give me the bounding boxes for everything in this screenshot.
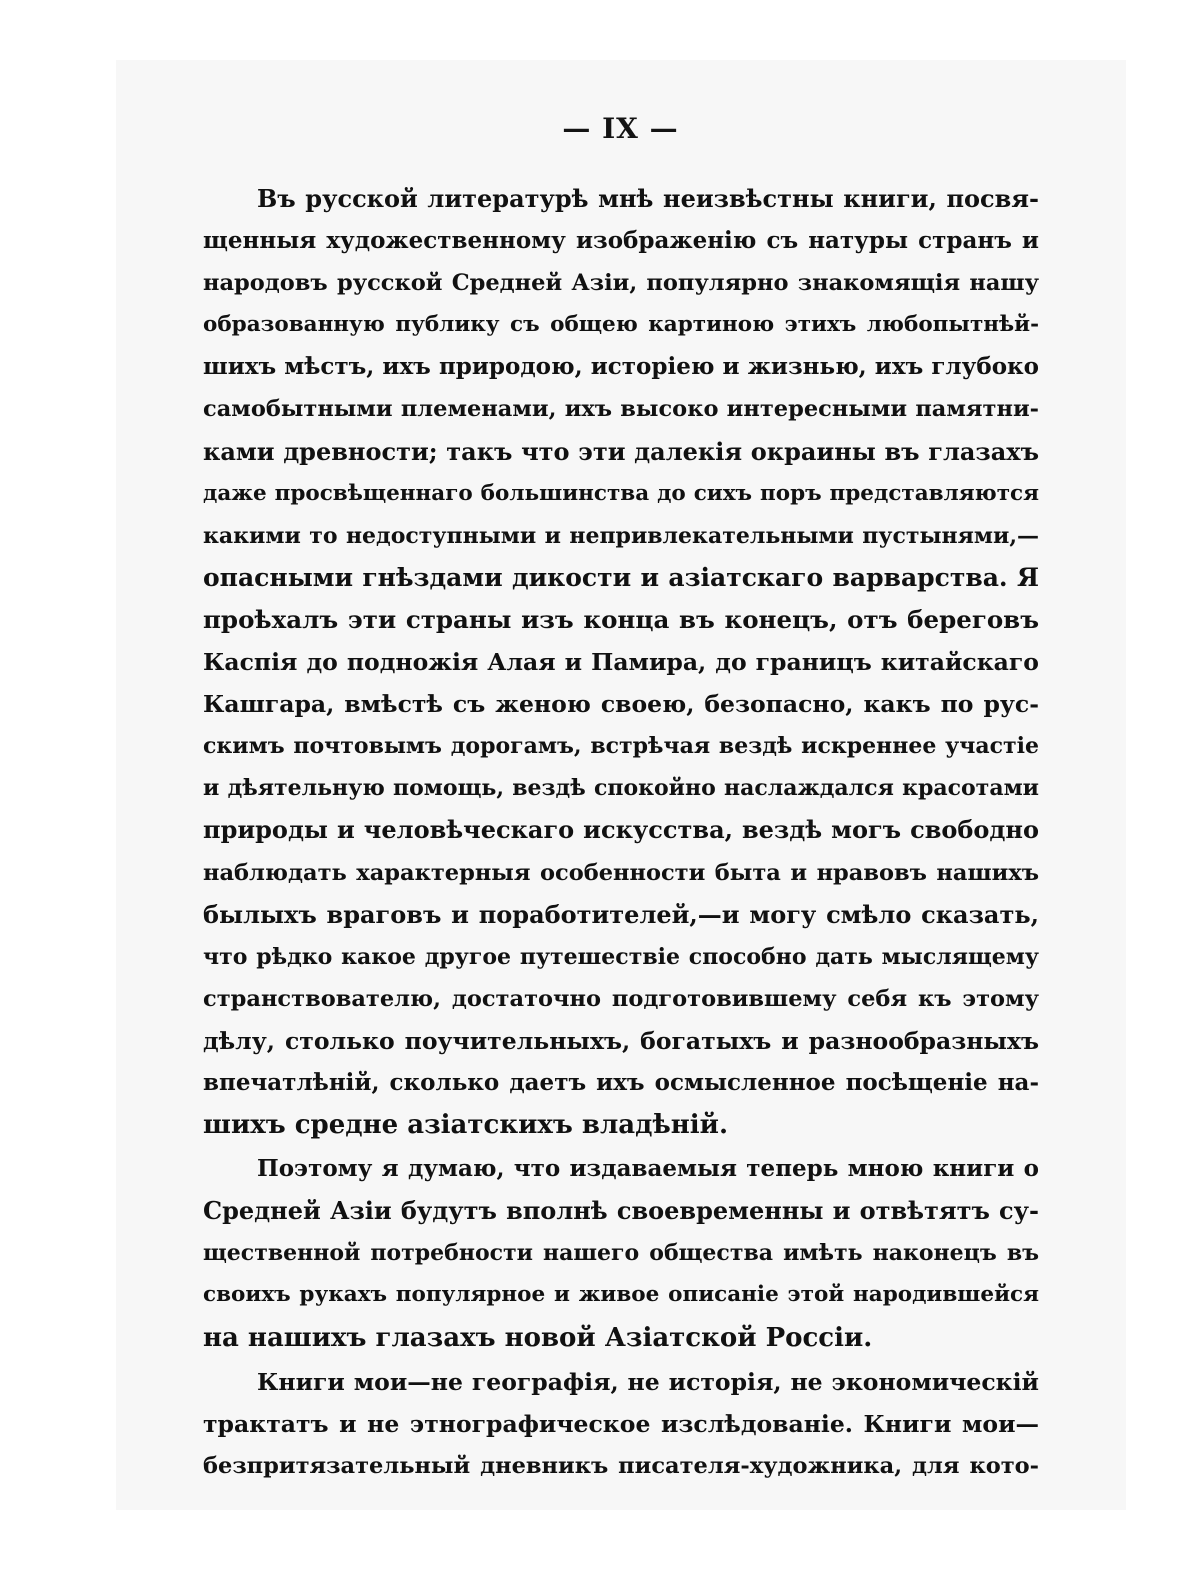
text-line: ками древности; такъ что эти далекія окраины въ глазахъ (203, 436, 1039, 466)
text-line: проѣхалъ эти страны изъ конца въ конецъ, отъ береговъ (203, 604, 1039, 634)
page-number: — IX — (562, 112, 679, 145)
paragraph-3 (203, 1361, 1039, 1487)
text-line: щественной потребности нашего общества имѣть наконецъ въ (203, 1240, 1039, 1267)
text-line: былыхъ враговъ и поработителей,—и могу смѣло сказать, (203, 899, 1039, 929)
text-line: безпритязательный дневникъ писателя-художника, для кото- (203, 1452, 1039, 1479)
text-line: скимъ почтовымъ дорогамъ, встрѣчая вездѣ искреннее участіе (203, 733, 1039, 760)
text-line: впечатлѣній, сколько даетъ ихъ осмысленное посѣщеніе на- (203, 1068, 1039, 1096)
paragraph-2 (203, 1148, 1039, 1358)
text-line: природы и человѣческаго искусства, вездѣ могъ свободно (203, 815, 1039, 845)
text-line: Средней Азіи будутъ вполнѣ своевременны и отвѣтятъ су- (203, 1196, 1039, 1226)
text-line: опасными гнѣздами дикости и азіатскаго варварства. Я (203, 562, 1039, 592)
text-line: на нашихъ глазахъ новой Азіатской Россіи. (203, 1322, 873, 1353)
text-line: и дѣятельную помощь, вездѣ спокойно наслаждался красотами (203, 775, 1039, 802)
text-line: щенныя художественному изображенію съ натуры странъ и (203, 227, 1039, 255)
text-line: Каспія до подножія Алая и Памира, до границъ китайскаго (203, 648, 1039, 677)
text-line: Поэтому я думаю, что издаваемыя теперь мною книги о (257, 1155, 1039, 1183)
text-line: самобытными племенами, ихъ высоко интересными памятни- (203, 396, 1039, 423)
text-line: Кашгара, вмѣстѣ съ женою своею, безопасно, какъ по рус- (203, 690, 1039, 719)
text-line: своихъ рукахъ популярное и живое описаніе этой народившейся (203, 1282, 1039, 1308)
text-line: дѣлу, столько поучительныхъ, богатыхъ и разнообразныхъ (203, 1026, 1039, 1055)
text-line: шихъ средне азіатскихъ владѣній. (203, 1110, 728, 1141)
text-line: образованную публику съ общею картиною этихъ любопытнѣй- (203, 312, 1039, 338)
text-line: Книги мои—не географія, не исторія, не экономическій (257, 1367, 1039, 1396)
paragraph-1 (203, 178, 1039, 1146)
text-line: даже просвѣщеннаго большинства до сихъ поръ представляются (203, 480, 1039, 506)
text-line: трактатъ и не этнографическое изслѣдованіе. Книги мои— (203, 1409, 1039, 1438)
text-line: шихъ мѣстъ, ихъ природою, исторіею и жизнью, ихъ глубоко (203, 353, 1039, 381)
text-line: какими то недоступными и непривлекательными пустынями,— (203, 522, 1039, 549)
text-line: народовъ русской Средней Азіи, популярно знакомящія нашу (203, 270, 1039, 297)
text-line: Въ русской литературѣ мнѣ неизвѣстны книги, посвя- (257, 184, 1039, 213)
body-text (203, 178, 1039, 1487)
text-line: наблюдать характерныя особенности быта и нравовъ нашихъ (203, 859, 1039, 886)
text-line: странствователю, достаточно подготовившему себя къ этому (203, 985, 1039, 1012)
text-line: что рѣдко какое другое путешествіе способно дать мыслящему (203, 943, 1039, 970)
